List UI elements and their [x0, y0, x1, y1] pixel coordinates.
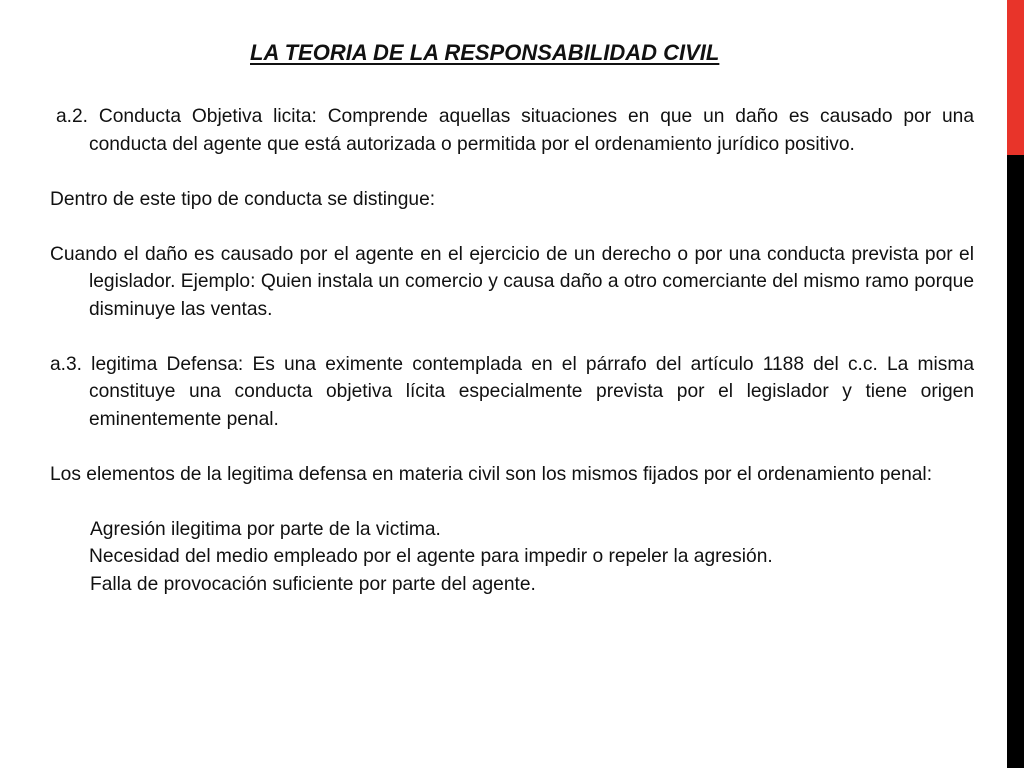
slide-body — [50, 103, 974, 598]
list-item: Agresión ilegitima por parte de la victima. — [90, 518, 441, 540]
paragraph-spacer — [50, 213, 974, 241]
paragraph-spacer — [50, 323, 974, 351]
list-item: Necesidad del medio empleado por el agente para impedir o repeler la agresión. — [89, 546, 773, 567]
decorative-side-bar-red — [1007, 0, 1024, 155]
paragraph-tipo-conducta: Dentro de este tipo de conducta se distingue: — [50, 188, 436, 210]
paragraph-spacer — [50, 433, 974, 461]
slide-title: LA TEORIA DE LA RESPONSABILIDAD CIVIL — [250, 40, 720, 65]
paragraph-legitima-defensa: a.3. legitima Defensa: Es una eximente contemplada en el párrafo del artículo 1188 del c.c. La misma constituye una conducta objetiva lícita especialmente prevista por el legislador y tiene origen eminentemente penal. — [50, 353, 974, 430]
decorative-side-bar-black — [1007, 155, 1024, 768]
paragraph-spacer — [50, 158, 974, 186]
paragraph-ejemplo-dano: Cuando el daño es causado por el agente en el ejercicio de un derecho o por una conducta prevista por el legislador. Ejemplo: Quien instala un comercio y causa daño a otro comerciante del mismo ramo porque disminuye las ventas. — [50, 243, 974, 320]
list-item: Falla de provocación suficiente por parte del agente. — [90, 573, 536, 595]
paragraph-conducta-objetiva: a.2. Conducta Objetiva licita: Comprende aquellas situaciones en que un daño es causado por una conducta del agente que está autorizada o permitida por el ordenamiento jurídico positivo. — [56, 106, 974, 155]
elements-list — [50, 516, 974, 599]
paragraph-spacer — [50, 488, 974, 516]
paragraph-elementos: Los elementos de la legitima defensa en materia civil son los mismos fijados por el ordenamiento penal: — [50, 463, 933, 485]
